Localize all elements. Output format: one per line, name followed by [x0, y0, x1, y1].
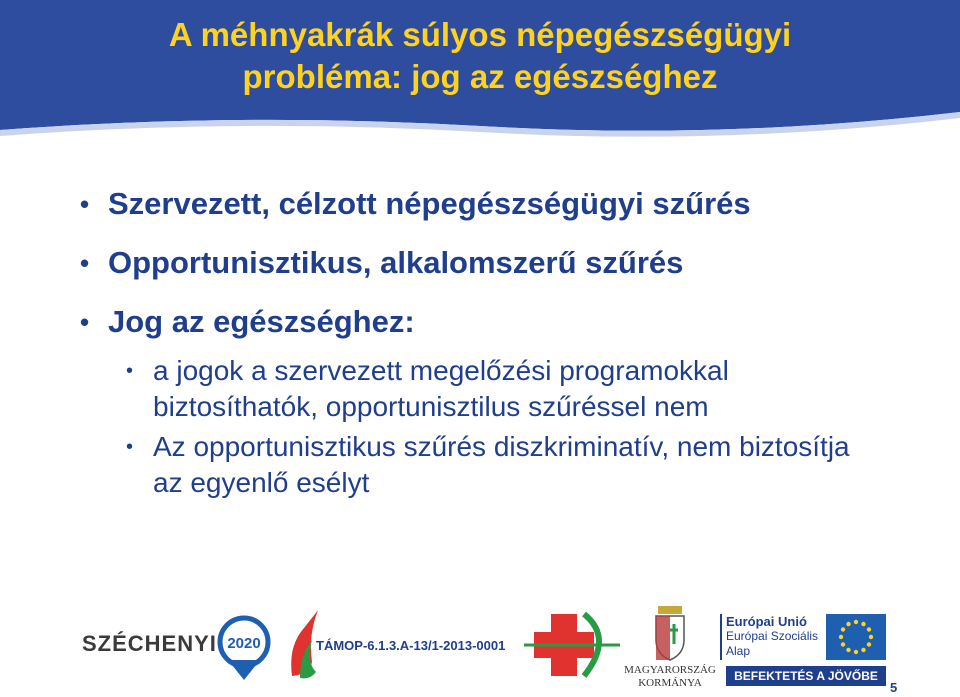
- gov-line-2: KORMÁNYA: [638, 677, 702, 689]
- bullet-list: [80, 184, 940, 505]
- investment-banner: BEFEKTETÉS A JÖVŐBE: [726, 666, 886, 686]
- eu-star-icon: [869, 635, 873, 639]
- eu-line-1: Európai Unió: [726, 614, 807, 629]
- eu-star-icon: [841, 627, 845, 631]
- eu-label: [726, 614, 818, 659]
- eu-star-icon: [861, 622, 865, 626]
- bullet-item-1: [80, 184, 940, 224]
- footer-logos: [0, 600, 960, 697]
- hungarian-crest-icon: [648, 604, 692, 662]
- gov-line-1: MAGYARORSZÁG: [624, 664, 716, 676]
- sub-bullet-text: a jogok a szervezett megelőzési programokkal biztosíthatók, opportunisztilus szűréssel nem: [153, 355, 729, 422]
- sub-bullet-item-2: [126, 429, 873, 501]
- szechenyi-2020-logo-icon: [216, 614, 272, 684]
- sub-bullet-list: [80, 353, 940, 501]
- bullet-item-2: [80, 243, 940, 283]
- bullet-dot-icon: •: [126, 360, 134, 382]
- eu-star-icon: [841, 642, 845, 646]
- bullet-dot-icon: •: [126, 436, 134, 458]
- eu-star-icon: [854, 620, 858, 624]
- eu-flag-icon: [826, 614, 886, 660]
- title-line-2: probléma: jog az egészséghez: [242, 58, 718, 95]
- eu-line-2: Európai Szociális: [726, 629, 819, 643]
- slide-title: [0, 14, 960, 98]
- eu-line-3: Alap: [726, 644, 751, 658]
- eu-star-icon: [846, 622, 850, 626]
- bullet-text: Szervezett, célzott népegészségügyi szűrés: [108, 186, 751, 221]
- sub-bullet-text: Az opportunisztikus szűrés diszkriminatív, nem biztosítja az egyenlő esélyt: [153, 431, 850, 498]
- eu-star-icon: [867, 642, 871, 646]
- eu-star-icon: [839, 635, 843, 639]
- eu-star-icon: [867, 627, 871, 631]
- bullet-item-3: [80, 302, 940, 342]
- szechenyi-logo-text: SZÉCHENYI: [82, 631, 217, 656]
- year-text: 2020: [227, 635, 261, 652]
- eu-star-icon: [861, 648, 865, 652]
- bullet-text: Jog az egészséghez:: [108, 304, 415, 339]
- government-label: [624, 664, 716, 690]
- title-banner: [0, 0, 960, 140]
- bullet-text: Opportunisztikus, alkalomszerű szűrés: [108, 245, 684, 280]
- eu-star-icon: [854, 650, 858, 654]
- bullet-dot-icon: •: [80, 189, 90, 219]
- eu-divider: [720, 614, 722, 660]
- bullet-dot-icon: •: [80, 307, 90, 337]
- tamop-code: TÁMOP-6.1.3.A-13/1-2013-0001: [316, 638, 506, 653]
- sub-bullet-item-1: [126, 353, 873, 425]
- eu-star-icon: [846, 648, 850, 652]
- medical-cross-icon: [524, 608, 620, 682]
- bullet-dot-icon: •: [80, 248, 90, 278]
- page-number: 5: [890, 680, 898, 695]
- title-line-1: A méhnyakrák súlyos népegészségügyi: [168, 16, 792, 53]
